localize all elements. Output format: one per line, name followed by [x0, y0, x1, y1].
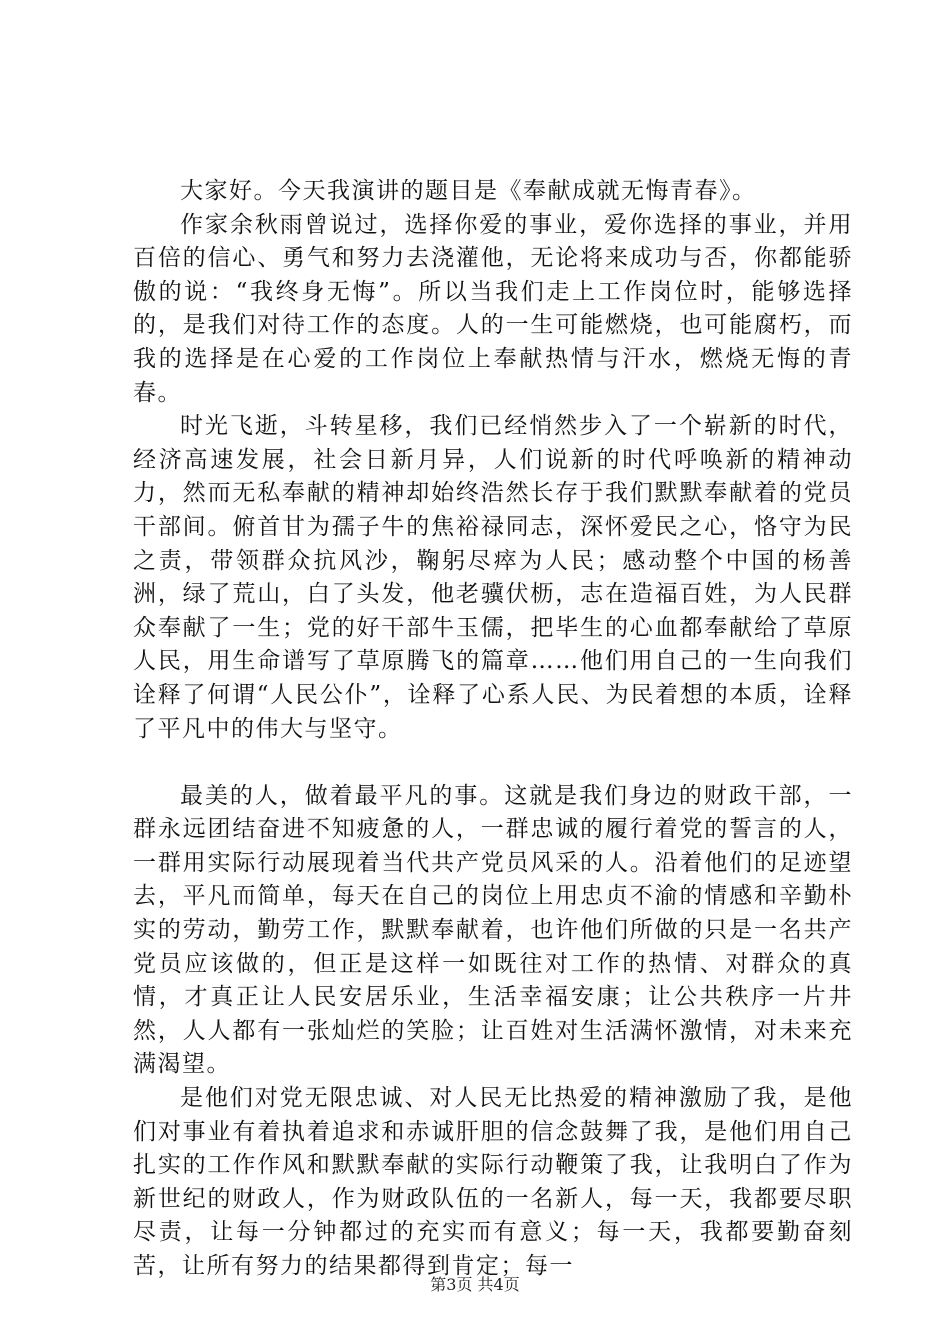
page-number-footer: 第3页 共4页	[430, 1275, 520, 1294]
paragraph-role-models: 时光飞逝，斗转星移，我们已经悄然步入了一个崭新的时代，经济高速发展，社会日新月异，人们说新的时代呼唤新的精神动力，然而无私奉献的精神却始终浩然长存于我们默默奉献着的党员干部间。俯首甘为孺子牛的焦裕禄同志，深怀爱民之心，恪守为民之责，带领群众抗风沙，鞠躬尽瘁为人民；感动整个中国的杨善洲，绿了荒山，白了头发，他老骥伏枥，志在造福百姓，为人民群众奉献了一生；党的好干部牛玉儒，把毕生的心血都奉献给了草原人民，用生命谱写了草原腾飞的篇章……他们用自己的一生向我们诠释了何谓“人民公仆”，诠释了心系人民、为民着想的本质，诠释了平凡中的伟大与坚守。	[133, 413, 853, 742]
paragraph-finance-cadres: 最美的人，做着最平凡的事。这就是我们身边的财政干部，一群永远团结奋进不知疲惫的人，一群忠诚的履行着党的誓言的人，一群用实际行动展现着当代共产党员风采的人。沿着他们的足迹望去，平凡而简单，每天在自己的岗位上用忠贞不渝的情感和辛勤朴实的劳动，勤劳工作，默默奉献着，也许他们所做的只是一名共产党员应该做的，但正是这样一如既往对工作的热情、对群众的真情，才真正让人民安居乐业，生活幸福安康；让公共秩序一片井然，人人都有一张灿烂的笑脸；让百姓对生活满怀激情，对未来充满渴望。	[133, 782, 853, 1078]
paragraph-yu-qiuyu-quote: 作家余秋雨曾说过，选择你爱的事业，爱你选择的事业，并用百倍的信心、勇气和努力去浇灌他，无论将来成功与否，你都能骄傲的说：“我终身无悔”。所以当我们走上工作岗位时，能够选择的，是我们对待工作的态度。人的一生可能燃烧，也可能腐朽，而我的选择是在心爱的工作岗位上奉献热情与汗水，燃烧无悔的青春。	[133, 211, 853, 406]
paragraph-inspiration: 是他们对党无限忠诚、对人民无比热爱的精神激励了我，是他们对事业有着执着追求和赤诚肝胆的信念鼓舞了我，是他们用自己扎实的工作作风和默默奉献的实际行动鞭策了我，让我明白了作为新世纪的财政人，作为财政队伍的一名新人，每一天，我都要尽职尽责，让每一分钟都过的充实而有意义；每一天，我都要勤奋刻苦，让所有努力的结果都得到肯定；每一	[133, 1085, 853, 1279]
document-body	[133, 175, 853, 1284]
paragraph-greeting: 大家好。今天我演讲的题目是《奉献成就无悔青春》。	[180, 178, 757, 204]
